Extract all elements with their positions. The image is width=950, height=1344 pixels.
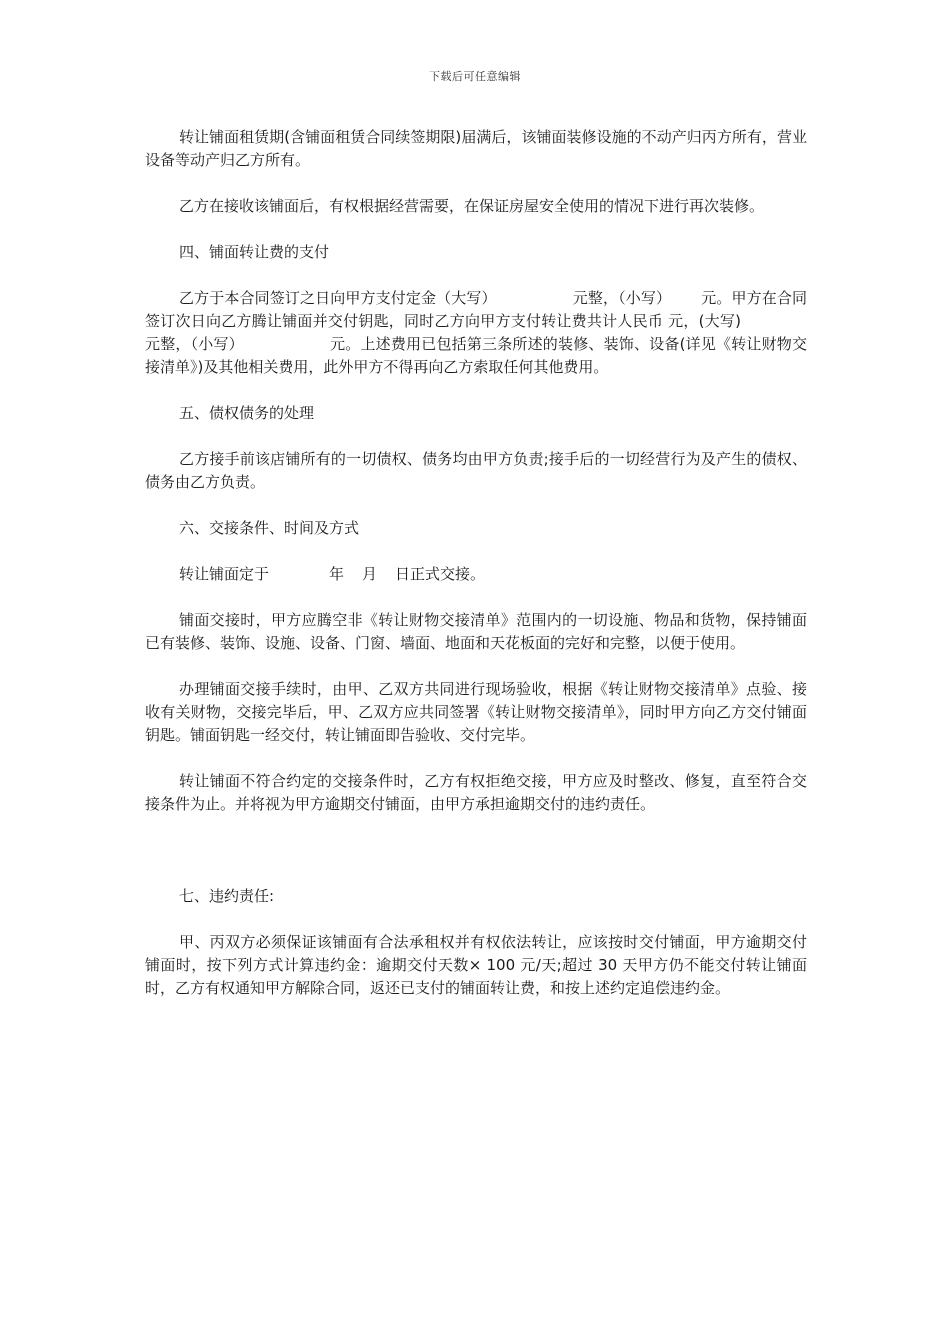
clause-paragraph: 转让铺面不符合约定的交接条件时，乙方有权拒绝交接，甲方应及时整改、修复，直至符合交接条件为止。并将视为甲方逾期交付铺面，由甲方承担逾期交付的违约责任。	[145, 772, 807, 813]
clause-paragraph: 铺面交接时，甲方应腾空非《转让财物交接清单》范围内的一切设施、物品和货物，保持铺面已有装修、装饰、设施、设备、门窗、墙面、地面和天花板面的完好和完整，以便于使用。	[145, 611, 807, 652]
payment-text: 元。甲方在合同签订次日向乙方腾让铺面并交付钥匙，同时乙方向甲方支付转让费共计人民币 元，(大写)	[145, 289, 807, 330]
section-heading-7: 七、违约责任:	[179, 887, 275, 905]
clause-paragraph: 转让铺面租赁期(含铺面租赁合同续签期限)届满后，该铺面装修设施的不动产归丙方所有，营业设备等动产归乙方所有。	[145, 128, 807, 169]
date-text: 日正式交接。	[395, 565, 486, 583]
page-header: 下载后可任意编辑	[429, 70, 521, 83]
date-text: 转让铺面定于	[179, 565, 270, 583]
document-body	[145, 126, 807, 1000]
clause-paragraph: 办理铺面交接手续时，由甲、乙双方共同进行现场验收，根据《转让财物交接清单》点验、接收有关财物，交接完毕后，甲、乙双方应共同签署《转让财物交接清单》，同时甲方向乙方交付铺面钥匙。铺面钥匙一经交付，转让铺面即告验收、交付完毕。	[145, 680, 807, 744]
date-text: 月	[362, 565, 378, 583]
payment-paragraph	[145, 287, 807, 379]
clause-paragraph: 甲、丙双方必须保证该铺面有合法承租权并有权依法转让，应该按时交付铺面，甲方逾期交付铺面时，按下列方式计算违约金：逾期交付天数× 100 元/天;超过 30 天甲方仍不能交付转让铺面时，乙方有权通知甲方解除合同，返还已支付的铺面转让费，和按上述约定追偿违约金。	[145, 933, 807, 997]
section-heading-6: 六、交接条件、时间及方式	[179, 519, 360, 537]
payment-text: 乙方于本合同签订之日向甲方支付定金（大写）	[179, 289, 497, 307]
date-text: 年	[329, 565, 345, 583]
clause-paragraph: 乙方在接收该铺面后，有权根据经营需要，在保证房屋安全使用的情况下进行再次装修。	[179, 197, 765, 215]
payment-text: 元整，（小写）	[145, 335, 244, 353]
section-heading-5: 五、债权债务的处理	[179, 404, 315, 422]
handover-date-paragraph	[145, 563, 807, 586]
payment-text: 元。上述费用已包括第三条所述的装修、装饰、设备(详见《转让财物交接清单》)及其他相关费用，此外甲方不得再向乙方索取任何其他费用。	[145, 335, 807, 376]
section-heading-4: 四、铺面转让费的支付	[179, 243, 330, 261]
clause-paragraph: 乙方接手前该店铺所有的一切债权、债务均由甲方负责;接手后的一切经营行为及产生的债权、债务由乙方负责。	[145, 450, 807, 491]
payment-text: 元整，（小写）	[572, 289, 672, 307]
